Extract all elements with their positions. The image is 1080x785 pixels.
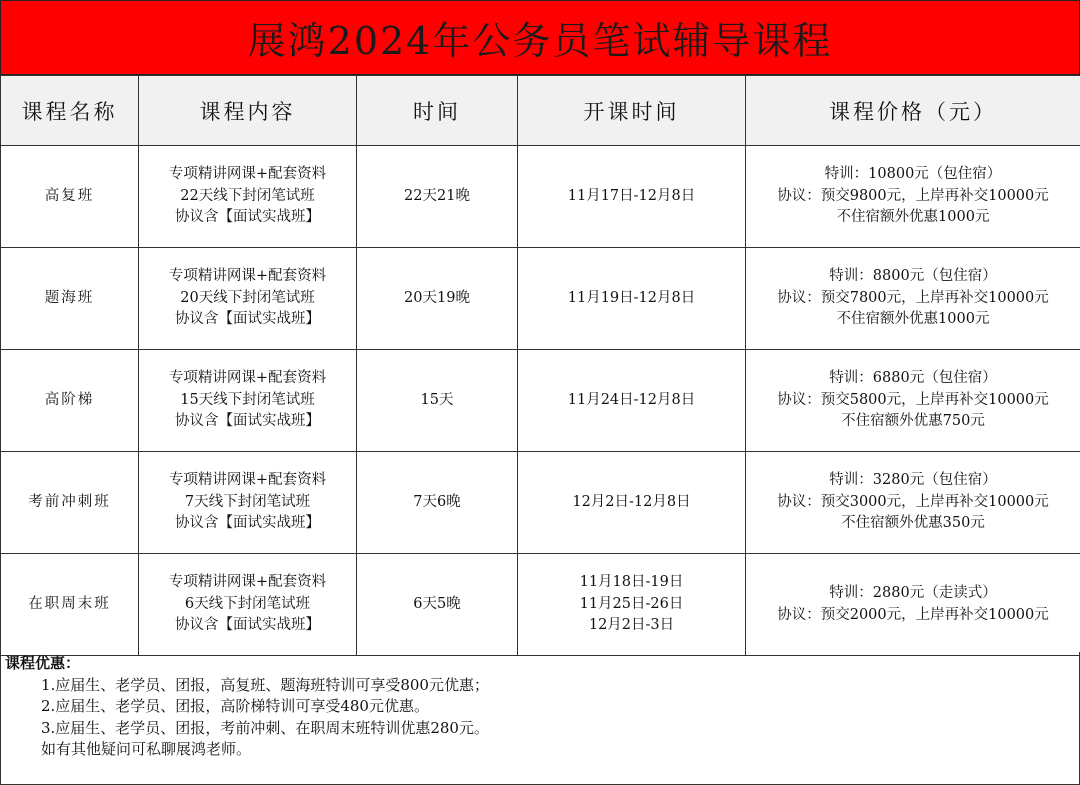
price-line: 协议：预交9800元，上岸再补交10000元 [777, 187, 1049, 204]
header-price: 课程价格（元） [746, 76, 1080, 146]
notes-item: 3.应届生、老学员、团报，考前冲刺、在职周末班特训优惠280元。 [41, 718, 489, 737]
start-line: 12月2日-3日 [588, 617, 675, 634]
course-name: 考前冲刺班 [1, 452, 139, 554]
notes-item: 2.应届生、老学员、团报，高阶梯特训可享受480元优惠。 [41, 697, 429, 715]
course-name: 题海班 [1, 248, 139, 350]
price-line: 协议：预交2000元，上岸再补交10000元 [777, 606, 1049, 623]
course-price [746, 248, 1080, 350]
content-line: 协议含【面试实战班】 [175, 617, 320, 634]
start-line: 11月18日-19日 [579, 574, 684, 591]
course-start-date [518, 554, 746, 656]
course-name: 在职周末班 [1, 554, 139, 656]
start-line: 11月24日-12月8日 [567, 391, 696, 408]
table-row [1, 554, 1080, 656]
course-start-date [518, 350, 746, 452]
start-line: 11月19日-12月8日 [567, 289, 696, 306]
start-line: 11月25日-26日 [579, 595, 684, 612]
content-line: 专项精讲网课+配套资料 [168, 472, 327, 489]
course-name: 高阶梯 [1, 350, 139, 452]
price-line: 特训：6880元（包住宿） [829, 370, 997, 387]
course-start-date [518, 146, 746, 248]
table-row [1, 146, 1080, 248]
content-line: 20天线下封闭笔试班 [180, 289, 315, 306]
course-content [139, 146, 357, 248]
course-price [746, 452, 1080, 554]
notes-item: 如有其他疑问可私聊展鸿老师。 [41, 740, 252, 758]
course-duration: 15天 [357, 350, 518, 452]
course-start-date [518, 248, 746, 350]
price-line: 不住宿额外优惠1000元 [836, 311, 990, 328]
price-line: 特训：10800元（包住宿） [824, 166, 1002, 183]
price-line: 协议：预交7800元，上岸再补交10000元 [777, 289, 1049, 306]
content-line: 专项精讲网课+配套资料 [168, 370, 327, 387]
price-line: 协议：预交3000元，上岸再补交10000元 [777, 493, 1049, 510]
course-duration: 6天5晚 [357, 554, 518, 656]
course-price [746, 146, 1080, 248]
content-line: 协议含【面试实战班】 [175, 413, 320, 430]
price-line: 特训：8800元（包住宿） [829, 268, 997, 285]
title-banner [0, 0, 1080, 75]
notes-item: 1.应届生、老学员、团报，高复班、题海班特训可享受800元优惠； [41, 675, 489, 694]
course-content [139, 248, 357, 350]
header-course-content: 课程内容 [139, 76, 357, 146]
course-table [0, 75, 1080, 656]
price-line: 特训：3280元（包住宿） [829, 472, 997, 489]
course-duration: 20天19晚 [357, 248, 518, 350]
price-line: 不住宿额外优惠350元 [841, 515, 985, 532]
course-content [139, 554, 357, 656]
price-line: 特训：2880元（走读式） [829, 585, 997, 601]
price-line: 不住宿额外优惠750元 [841, 413, 985, 430]
price-line: 协议：预交5800元，上岸再补交10000元 [777, 391, 1049, 408]
page-title: 展鸿2024年公务员笔试辅导课程 [247, 19, 833, 63]
table-row [1, 248, 1080, 350]
price-line: 不住宿额外优惠1000元 [836, 209, 990, 226]
content-line: 7天线下封闭笔试班 [184, 493, 311, 510]
table-header-row [1, 76, 1080, 146]
course-price [746, 350, 1080, 452]
table-row [1, 350, 1080, 452]
content-line: 专项精讲网课+配套资料 [168, 166, 327, 183]
course-name: 高复班 [1, 146, 139, 248]
table-row [1, 452, 1080, 554]
course-price [746, 554, 1080, 656]
start-line: 12月2日-12月8日 [572, 493, 691, 510]
discount-notes [0, 652, 1080, 785]
header-start-date: 开课时间 [518, 76, 746, 146]
course-content [139, 452, 357, 554]
course-duration: 22天21晚 [357, 146, 518, 248]
content-line: 协议含【面试实战班】 [175, 311, 320, 328]
course-start-date [518, 452, 746, 554]
content-line: 6天线下封闭笔试班 [184, 595, 311, 612]
header-duration: 时间 [357, 76, 518, 146]
header-course-name: 课程名称 [1, 76, 139, 146]
course-duration: 7天6晚 [357, 452, 518, 554]
content-line: 协议含【面试实战班】 [175, 209, 320, 226]
content-line: 15天线下封闭笔试班 [180, 391, 315, 408]
content-line: 22天线下封闭笔试班 [180, 187, 315, 204]
content-line: 专项精讲网课+配套资料 [168, 574, 327, 591]
course-content [139, 350, 357, 452]
content-line: 协议含【面试实战班】 [175, 515, 320, 532]
content-line: 专项精讲网课+配套资料 [168, 268, 327, 285]
notes-heading: 课程优惠： [5, 654, 81, 672]
start-line: 11月17日-12月8日 [567, 187, 696, 204]
